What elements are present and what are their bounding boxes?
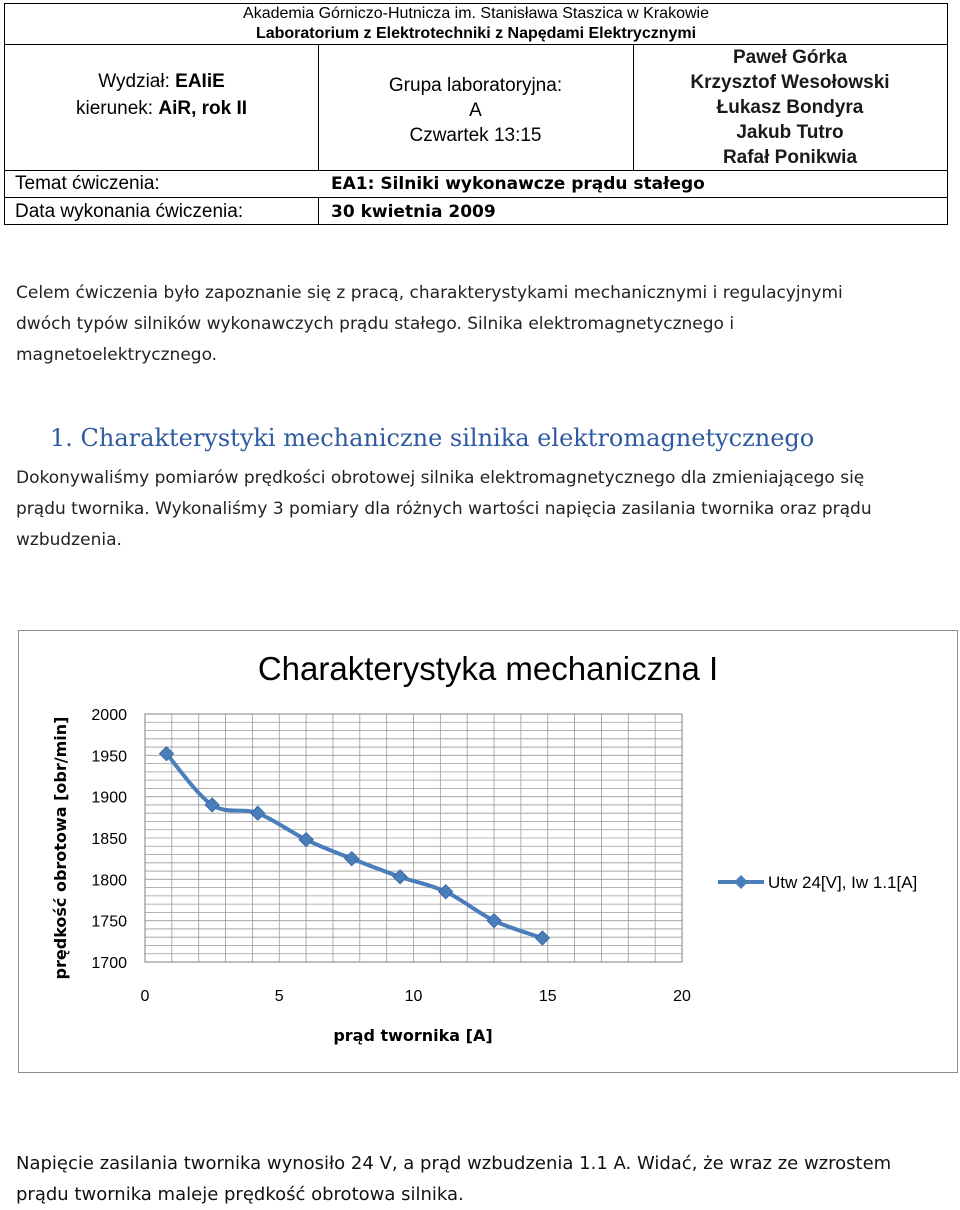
author-name: Krzysztof Wesołowski [690,72,890,93]
date-label: Data wykonania ćwiczenia: [15,201,244,222]
group-label: Grupa laboratoryjna: [388,75,563,96]
x-tick-label: 20 [673,988,691,1005]
y-axis-label: prędkość obrotowa [obr/min] [51,716,70,980]
plot-grid [145,714,682,962]
university-name: Akademia Górniczo-Hutnicza im. Stanisława Staszica w Krakowie [243,5,709,22]
section-line: wzbudzenia. [16,530,122,550]
faculty-label: Wydział: [98,71,176,92]
y-tick-label: 1700 [91,955,127,972]
faculty-value: EAIiE [175,71,225,92]
data-point [439,885,453,899]
field-value: AiR, rok II [158,98,248,119]
y-tick-label: 1800 [91,872,127,890]
series-group [159,747,549,945]
intro-line: Celem ćwiczenia było zapoznanie się z pracą, charakterystykami mechanicznymi i regulacyjnymi [16,283,843,303]
conclusion-line: Napięcie zasilania twornika wynosiło 24 V, a prąd wzbudzenia 1.1 A. Widać, że wraz ze wzrostem [16,1153,892,1174]
data-point [535,931,549,945]
section-heading: 1. Charakterystyki mechaniczne silnika elektromagnetycznego [50,424,815,452]
group-value: A [469,100,482,121]
y-tick-label: 1750 [91,913,127,931]
chart-legend [718,873,917,892]
data-point [251,806,265,820]
author-name: Rafał Ponikwia [722,147,858,168]
legend-label: Utw 24[V], Iw 1.1[A] [768,873,918,892]
date-value: 30 kwietnia 2009 [331,202,496,222]
y-tick-label: 1950 [91,748,127,766]
x-axis-label: prąd twornika [A] [333,1026,493,1045]
group-time: Czwartek 13:15 [409,125,542,146]
topic-label: Temat ćwiczenia: [15,173,160,194]
intro-line: magnetoelektrycznego. [16,345,218,365]
author-name: Paweł Górka [732,47,848,68]
y-tick-label: 1900 [91,789,127,807]
data-point [393,870,407,884]
intro-line: dwóch typów silników wykonawczych prądu stałego. Silnika elektromagnetycznego i [16,314,735,334]
section-line: prądu twornika. Wykonaliśmy 3 pomiary dla różnych wartości napięcia zasilania twornika oraz prądu [16,499,872,519]
y-tick-label: 2000 [91,707,127,724]
y-tick-label: 1850 [91,831,127,848]
x-tick-label: 5 [274,988,284,1005]
series-line [166,754,542,938]
data-point [487,914,501,928]
conclusion-line: prądu twornika maleje prędkość obrotowa silnika. [16,1184,464,1205]
legend-marker [734,875,748,889]
field-label: kierunek: [75,98,159,119]
x-tick-label: 0 [140,988,150,1005]
laboratory-name: Laboratorium z Elektrotechniki z Napędami Elektrycznymi [255,25,697,42]
data-point [345,852,359,866]
topic-value: EA1: Silniki wykonawcze prądu stałego [331,174,705,194]
section-line: Dokonywaliśmy pomiarów prędkości obrotowej silnika elektromagnetycznego dla zmieniającego się [16,468,865,488]
author-name: Jakub Tutro [736,122,844,143]
author-name: Łukasz Bondyra [716,97,864,118]
chart-title: Charakterystyka mechaniczna I [257,650,719,687]
x-tick-label: 10 [404,988,423,1005]
data-point [299,833,313,847]
x-tick-label: 15 [538,988,557,1005]
